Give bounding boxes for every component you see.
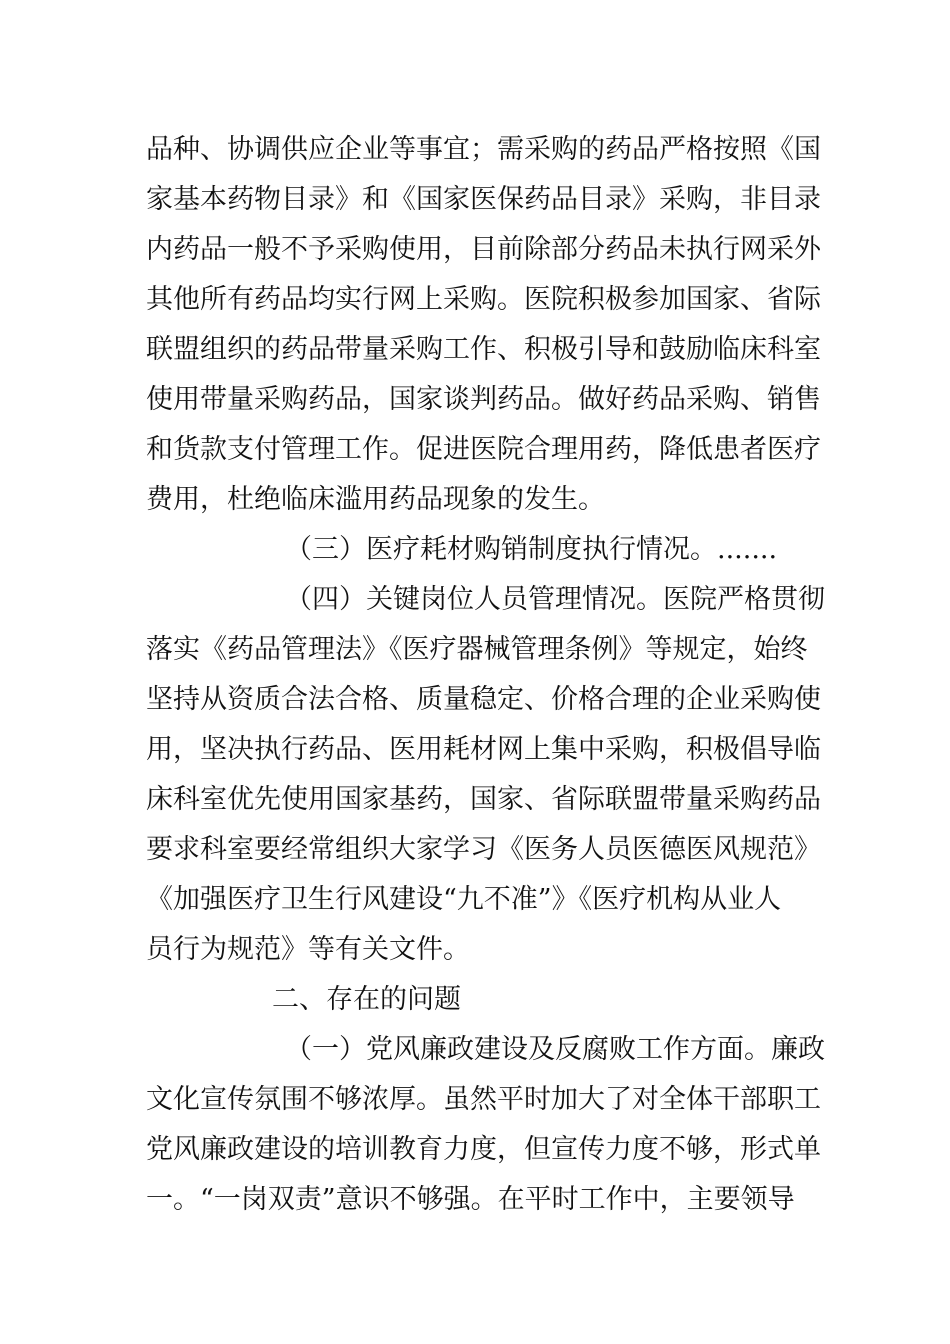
body-text-line: 床科室优先使用国家基药，国家、省际联盟带量采购药品	[146, 784, 821, 815]
body-text-line: 内药品一般不予采购使用，目前除部分药品未执行网采外	[146, 234, 821, 265]
body-text-line: 一。“一岗双责”意识不够强。在平时工作中，主要领导	[146, 1184, 795, 1215]
body-text-line: 家基本药物目录》和《国家医保药品目录》采购，非目录	[146, 184, 821, 215]
body-text-line: 党风廉政建设的培训教育力度，但宣传力度不够，形式单	[146, 1134, 821, 1165]
section-heading: （三）医疗耗材购销制度执行情况。.......	[285, 534, 778, 565]
body-text-line: 联盟组织的药品带量采购工作、积极引导和鼓励临床科室	[146, 334, 821, 365]
body-text-line: 文化宣传氛围不够浓厚。虽然平时加大了对全体干部职工	[146, 1084, 821, 1115]
body-text-line: 要求科室要经常组织大家学习《医务人员医德医风规范》	[146, 834, 821, 865]
body-text-line: 坚持从资质合法合格、质量稳定、价格合理的企业采购使	[146, 684, 821, 715]
body-text-line: 用，坚决执行药品、医用耗材网上集中采购，积极倡导临	[146, 734, 821, 765]
body-text-line: 和货款支付管理工作。促进医院合理用药，降低患者医疗	[146, 434, 821, 465]
body-text-line: 《加强医疗卫生行风建设“九不准”》《医疗机构从业人	[146, 884, 782, 915]
body-text-line: 落实《药品管理法》《医疗器械管理条例》等规定，始终	[146, 634, 808, 665]
subsection-heading: （一）党风廉政建设及反腐败工作方面。廉政	[285, 1034, 825, 1065]
body-text-line: 费用，杜绝临床滥用药品现象的发生。	[146, 484, 605, 515]
body-text-line: 其他所有药品均实行网上采购。医院积极参加国家、省际	[146, 284, 821, 315]
body-text-line: 使用带量采购药品，国家谈判药品。做好药品采购、销售	[146, 384, 821, 415]
body-text-line: 员行为规范》等有关文件。	[146, 934, 470, 965]
section-heading: 二、存在的问题	[272, 984, 461, 1015]
subsection-heading: （四）关键岗位人员管理情况。医院严格贯彻	[285, 584, 825, 615]
body-text-line: 品种、协调供应企业等事宜；需采购的药品严格按照《国	[146, 134, 821, 165]
